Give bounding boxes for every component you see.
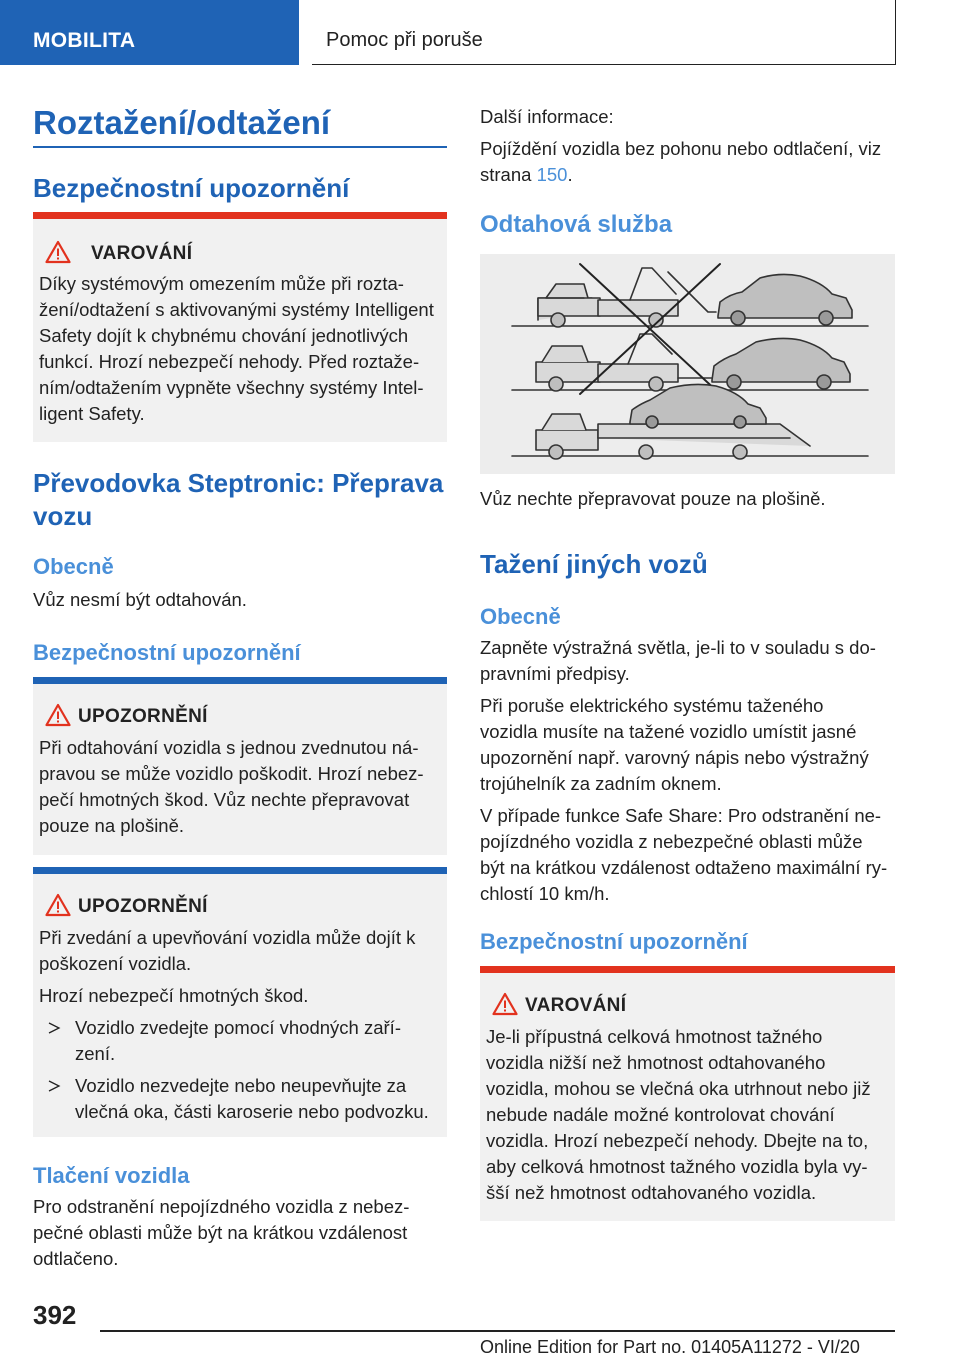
tow-other-heading: Tažení jiných vozů xyxy=(480,549,708,579)
warning-line: šší než hmotnost odtahovaného vozidla. xyxy=(486,1182,817,1203)
notice-bar xyxy=(33,677,447,684)
push-line: odtlačeno. xyxy=(33,1248,119,1269)
safety-subheading: Bezpečnostní upozornění xyxy=(33,640,301,665)
bullet-line: vlečná oka, části karoserie nebo podvozku. xyxy=(75,1101,429,1122)
safety-heading-right: Bezpečnostní upozornění xyxy=(480,929,748,954)
page-title: Roztažení/odtažení xyxy=(33,104,331,141)
bullet-triangle-icon xyxy=(47,1022,61,1034)
steptronic-heading-line2: vozu xyxy=(33,501,93,531)
towing-diagram xyxy=(480,254,895,474)
tow-truck-1 xyxy=(538,268,716,327)
chapter-label: Pomoc při poruše xyxy=(326,29,483,51)
page-number: 392 xyxy=(33,1300,77,1330)
general-line: pravními předpisy. xyxy=(480,663,630,684)
more-info-line-2 xyxy=(480,162,895,188)
warning-box xyxy=(480,966,895,1221)
general-text: Vůz nesmí být odtahován. xyxy=(33,589,247,610)
notice-box xyxy=(33,867,447,1137)
warning-triangle-icon xyxy=(45,240,71,264)
warning-bar xyxy=(33,212,447,219)
safe-share-line: chlostí 10 km/h. xyxy=(480,883,610,904)
warning-line: vozidla nižší než hmotnost odtahovaného xyxy=(486,1052,826,1073)
general-heading-right: Obecně xyxy=(480,604,561,629)
more-info-line: Pojíždění vozidla bez pohonu nebo odtlačení, viz xyxy=(480,138,882,159)
warning-line: Safety dojít k chybnému chování jednotlivých xyxy=(39,325,409,346)
warning-line: vozidla, mohou se vlečná oka utrhnout nebo již xyxy=(486,1078,871,1099)
warning-line: žení/odtažení s aktivovanými systémy Intelligent xyxy=(39,299,434,320)
push-line: pečné oblasti může být na krátkou vzdálenost xyxy=(33,1222,408,1243)
page-link[interactable]: 150 xyxy=(536,164,568,185)
edition-text: Online Edition for Part no. 01405A11272 - VI/20 xyxy=(480,1337,860,1357)
warning-line: ním/odtažením vypněte všechny systémy Intel- xyxy=(39,377,424,398)
safe-share-line: pojízdného vozidla z nebezpečné oblasti může xyxy=(480,831,863,852)
bullet-line: zení. xyxy=(75,1043,116,1064)
notice-line: Při zvedání a upevňování vozidla může dojít k xyxy=(39,927,416,948)
notice-line: pouze na plošině. xyxy=(39,815,185,836)
title-rule xyxy=(33,146,447,148)
steptronic-heading-line1: Převodovka Steptronic: Přeprava xyxy=(33,468,444,498)
general-line: Zapněte výstražná světla, je-li to v souladu s do- xyxy=(480,637,876,658)
bullet-line: Vozidlo zvedejte pomocí vhodných zaří- xyxy=(75,1017,401,1038)
warning-bar xyxy=(480,966,895,973)
push-line: Pro odstranění nepojízdného vozidla z nebez- xyxy=(33,1196,410,1217)
bullet-item xyxy=(39,1015,449,1067)
figure-caption: Vůz nechte přepravovat pouze na plošině. xyxy=(480,488,826,509)
notice-line: poškození vozidla. xyxy=(39,953,192,974)
notice-box xyxy=(33,677,447,855)
fault-line: trojúhelník za zadním oknem. xyxy=(480,773,722,794)
warning-label: VAROVÁNÍ xyxy=(525,995,627,1016)
warning-line: nebude nadále možné kontrolovat chování xyxy=(486,1104,835,1125)
push-heading: Tlačení vozidla xyxy=(33,1163,190,1188)
safety-heading: Bezpečnostní upozornění xyxy=(33,173,350,203)
footer-rule xyxy=(100,1330,895,1332)
general-heading: Obecně xyxy=(33,554,114,579)
notice-line: pečí hmotných škod. Vůz nechte přepravovat xyxy=(39,789,410,810)
towed-car-1 xyxy=(718,274,852,325)
more-info-suffix: . xyxy=(567,164,573,185)
transported-car xyxy=(630,384,766,428)
fault-line: Při poruše elektrického systému taženého xyxy=(480,695,824,716)
tow-heading: Odtahová služba xyxy=(480,211,673,238)
warning-triangle-icon xyxy=(45,703,71,727)
safe-share-line: být na krátkou vzdálenost odtaženo maximální ry- xyxy=(480,857,888,878)
notice-line: Při odtahování vozidla s jednou zvednutou ná- xyxy=(39,737,419,758)
towed-car-2 xyxy=(712,338,850,389)
notice-line: Hrozí nebezpečí hmotných škod. xyxy=(39,985,309,1006)
warning-line: Je-li přípustná celková hmotnost tažného xyxy=(486,1026,823,1047)
warning-label: VAROVÁNÍ xyxy=(91,243,193,264)
section-label: MOBILITA xyxy=(33,29,136,52)
bullet-item xyxy=(39,1073,449,1125)
warning-triangle-icon xyxy=(45,893,71,917)
warning-line: ligent Safety. xyxy=(39,403,145,424)
bullet-line: Vozidlo nezvedejte nebo neupevňujte za xyxy=(75,1075,407,1096)
safe-share-line: V případe funkce Safe Share: Pro odstranění ne- xyxy=(480,805,882,826)
warning-box xyxy=(33,212,447,442)
fault-line: upozornění např. varovný nápis nebo výstražný xyxy=(480,747,869,768)
notice-label: UPOZORNĚNÍ xyxy=(78,896,208,917)
more-info-prefix: strana xyxy=(480,164,537,185)
warning-line: Díky systémovým omezením může při rozta- xyxy=(39,273,404,294)
notice-bar xyxy=(33,867,447,874)
notice-line: pravou se může vozidlo poškodit. Hrozí nebez- xyxy=(39,763,424,784)
bullet-triangle-icon xyxy=(47,1080,61,1092)
chapter-header xyxy=(312,0,896,65)
more-info-label: Další informace: xyxy=(480,106,614,127)
towing-illustration xyxy=(480,254,895,474)
warning-line: funkcí. Hrozí nebezpečí nehody. Před roztaže- xyxy=(39,351,420,372)
fault-line: vozidla musíte na tažené vozidlo umístit jasné xyxy=(480,721,857,742)
warning-line: vozidla. Hrozí nebezpečí nehody. Dbejte na to, xyxy=(486,1130,869,1151)
notice-label: UPOZORNĚNÍ xyxy=(78,706,208,727)
warning-triangle-icon xyxy=(492,992,518,1016)
warning-line: aby celková hmotnost tažného vozidla byla vy- xyxy=(486,1156,868,1177)
section-tab[interactable] xyxy=(0,0,299,65)
